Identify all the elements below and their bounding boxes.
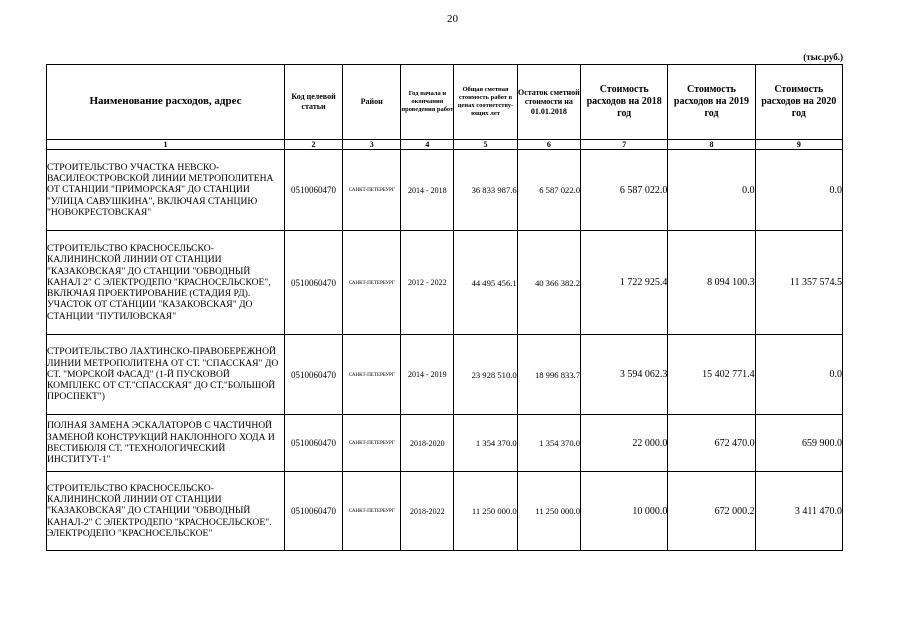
total-cost: 36 833 987.6 [454, 150, 517, 231]
work-years: 2012 - 2022 [401, 231, 454, 335]
cost-2019: 0.0 [668, 150, 755, 231]
target-code: 0510060470 [284, 335, 342, 415]
district: САНКТ-ПЕТЕРБУРГ [343, 150, 401, 231]
header-name: Наименование расходов, адрес [47, 65, 285, 140]
column-number: 6 [517, 140, 580, 150]
expense-name: СТРОИТЕЛЬСТВО КРАСНОСЕЛЬСКО-КАЛИНИНСКОЙ ЛИНИИ ОТ СТАНЦИИ "КАЗАКОВСКАЯ" ДО СТАНЦИИ "ОБВОДНЫЙ КАНАЛ 2" С ЭЛЕКТРОДЕПО "КРАСНОСЕЛЬСКОЕ", ВКЛЮЧАЯ ПРОЕКТИРОВАНИЕ (СТАДИЯ РД). УЧАСТОК ОТ СТАНЦИИ "КАЗАКОВСКАЯ" ДО СТАНЦИИ "ПУТИЛОВСКАЯ" [47, 231, 285, 335]
cost-2018: 1 722 925.4 [581, 231, 668, 335]
cost-2020: 11 357 574.5 [755, 231, 842, 335]
cost-2018: 6 587 022.0 [581, 150, 668, 231]
column-number: 3 [343, 140, 401, 150]
cost-2019: 672 000.2 [668, 472, 755, 551]
expense-name: ПОЛНАЯ ЗАМЕНА ЭСКАЛАТОРОВ С ЧАСТИЧНОЙ ЗАМЕНОЙ КОНСТРУКЦИЙ НАКЛОННОГО ХОДА И ВЕСТИБЮЛЯ СТ. "ТЕХНОЛОГИЧЕСКИЙ ИНСТИТУТ-1" [47, 415, 285, 472]
total-cost: 23 928 510.0 [454, 335, 517, 415]
expense-name: СТРОИТЕЛЬСТВО УЧАСТКА НЕВСКО-ВАСИЛЕОСТРОВСКОЙ ЛИНИИ МЕТРОПОЛИТЕНА ОТ СТАНЦИИ "ПРИМОРСКАЯ" ДО СТАНЦИИ "УЛИЦА САВУШКИНА", ВКЛЮЧАЯ СТАНЦИЮ "НОВОКРЕСТОВСКАЯ" [47, 150, 285, 231]
column-number: 4 [401, 140, 454, 150]
district: САНКТ-ПЕТЕРБУРГ [343, 415, 401, 472]
table-row [47, 150, 843, 231]
remaining-cost: 1 354 370.0 [517, 415, 580, 472]
expense-name: СТРОИТЕЛЬСТВО ЛАХТИНСКО-ПРАВОБЕРЕЖНОЙ ЛИНИИ МЕТРОПОЛИТЕНА ОТ СТ. "СПАССКАЯ" ДО СТ. "МОРСКОЙ ФАСАД" (1-Й ПУСКОВОЙ КОМПЛЕКС ОТ СТ."СПАССКАЯ" ДО СТ."БОЛЬШОЙ ПРОСПЕКТ") [47, 335, 285, 415]
header-code: Код целевой статьи [284, 65, 342, 140]
total-cost: 44 495 456.1 [454, 231, 517, 335]
header-cost-2018: Стоимость расходов на 2018 год [581, 65, 668, 140]
expense-name: СТРОИТЕЛЬСТВО КРАСНОСЕЛЬСКО-КАЛИНИНСКОЙ ЛИНИИ ОТ СТАНЦИИ "КАЗАКОВСКАЯ" ДО СТАНЦИИ "ОБВОДНЫЙ КАНАЛ-2" С ЭЛЕКТРОДЕПО "КРАСНОСЕЛЬСКОЕ". ЭЛЕКТРОДЕПО "КРАСНОСЕЛЬСКОЕ" [47, 472, 285, 551]
total-cost: 1 354 370.0 [454, 415, 517, 472]
header-years: Год начала и окончания проведения работ [401, 65, 454, 140]
table-row [47, 231, 843, 335]
total-cost: 11 250 000.0 [454, 472, 517, 551]
district: САНКТ-ПЕТЕРБУРГ [343, 472, 401, 551]
units-label: (тыс.руб.) [803, 52, 843, 62]
district: САНКТ-ПЕТЕРБУРГ [343, 335, 401, 415]
header-cost-2020: Стоимость расходов на 2020 год [755, 65, 842, 140]
expenses-table [46, 64, 843, 551]
target-code: 0510060470 [284, 150, 342, 231]
district: САНКТ-ПЕТЕРБУРГ [343, 231, 401, 335]
cost-2019: 672 470.0 [668, 415, 755, 472]
target-code: 0510060470 [284, 415, 342, 472]
cost-2018: 10 000.0 [581, 472, 668, 551]
column-number: 5 [454, 140, 517, 150]
column-number: 9 [755, 140, 842, 150]
target-code: 0510060470 [284, 231, 342, 335]
remaining-cost: 18 996 833.7 [517, 335, 580, 415]
cost-2020: 3 411 470.0 [755, 472, 842, 551]
cost-2020: 659 900.0 [755, 415, 842, 472]
table-row [47, 472, 843, 551]
cost-2019: 15 402 771.4 [668, 335, 755, 415]
cost-2019: 8 094 100.3 [668, 231, 755, 335]
work-years: 2014 - 2018 [401, 150, 454, 231]
column-number: 8 [668, 140, 755, 150]
remaining-cost: 40 366 382.2 [517, 231, 580, 335]
header-total: Общая сметная стоимость работ в ценах соответству-ющих лет [454, 65, 517, 140]
header-remainder: Остаток сметной стоимости на 01.01.2018 [517, 65, 580, 140]
cost-2018: 3 594 062.3 [581, 335, 668, 415]
cost-2020: 0.0 [755, 150, 842, 231]
page-number: 20 [447, 13, 458, 25]
table-row [47, 335, 843, 415]
remaining-cost: 6 587 022.0 [517, 150, 580, 231]
table-row [47, 415, 843, 472]
column-number-row [47, 140, 843, 150]
column-number: 2 [284, 140, 342, 150]
column-number: 1 [47, 140, 285, 150]
cost-2020: 0.0 [755, 335, 842, 415]
header-cost-2019: Стоимость расходов на 2019 год [668, 65, 755, 140]
target-code: 0510060470 [284, 472, 342, 551]
work-years: 2018-2022 [401, 472, 454, 551]
work-years: 2018-2020 [401, 415, 454, 472]
cost-2018: 22 000.0 [581, 415, 668, 472]
column-number: 7 [581, 140, 668, 150]
work-years: 2014 - 2019 [401, 335, 454, 415]
header-district: Район [343, 65, 401, 140]
remaining-cost: 11 250 000.0 [517, 472, 580, 551]
